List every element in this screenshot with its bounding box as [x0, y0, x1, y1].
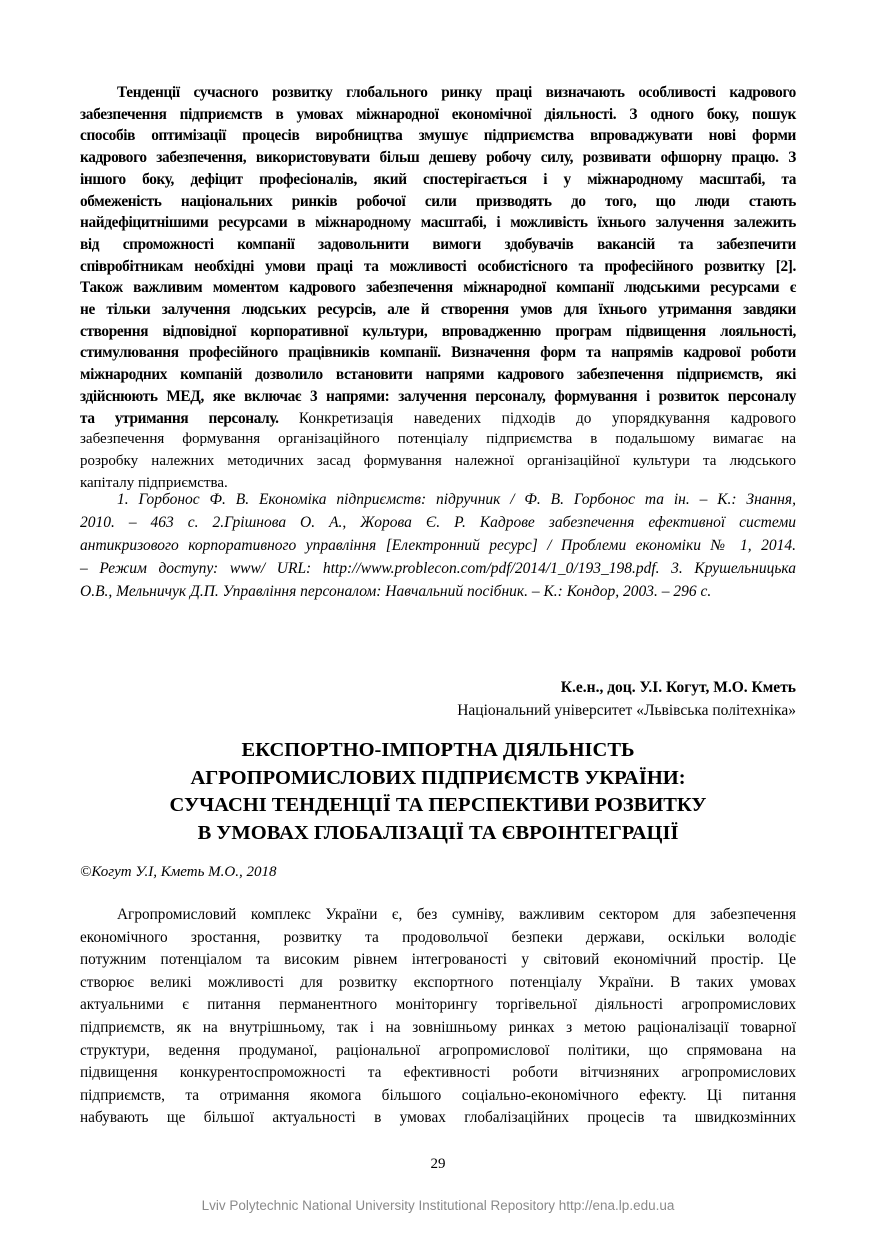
title-line: АГРОПРОМИСЛОВИХ ПІДПРИЄМСТВ УКРАЇНИ:	[190, 766, 686, 789]
text-line: забезпечення підприємств в умовах міжнародної економічної діяльності. З одного боку, пошук	[80, 105, 796, 123]
text-line: створює великі можливості для розвитку експортного потенціалу України. В таких умовах	[80, 973, 796, 991]
text-line: актуальними є питання перманентного моніторингу торгівельної діяльності агропромислових	[80, 996, 796, 1014]
title-line: СУЧАСНІ ТЕНДЕНЦІЇ ТА ПЕРСПЕКТИВИ РОЗВИТКУ	[169, 794, 707, 816]
text-line: створення відповідної корпоративної культури, впровадженню програм підвищення лояльності,	[80, 322, 796, 340]
text-line: забезпечення формування організаційного потенціалу підприємства в подальшому вимагає на	[80, 431, 796, 448]
reference-line: 2010. – 463 с. 2.Грішнова О. А., Жорова Є. Р. Кадрове забезпечення ефективної системи	[80, 514, 796, 531]
text-line: підвищення конкурентоспроможності та ефективності роботи вітчизняних агропромислових	[80, 1064, 796, 1082]
text-line: Агропромисловий комплекс України є, без сумніву, важливим сектором для забезпечення	[117, 906, 796, 923]
text-line: структури, ведення продуманої, раціональної агропромислової політики, що спрямована на	[80, 1041, 796, 1059]
text-line: розробку належних методичних засад формування належної організаційної культури та людського	[80, 452, 796, 469]
repository-footer: Lviv Polytechnic National University Institutional Repository http://ena.lp.edu.ua	[201, 1198, 675, 1213]
page-number: 29	[430, 1156, 446, 1172]
text-line: найдефіцитнішими ресурсами в міжнародному масштабі, і можливість їхнього залучення залежить	[80, 214, 796, 232]
bold-segment: та утримання персоналу.	[80, 409, 279, 427]
text-line: кадрового забезпечення, використовувати більш дешеву робочу силу, розвивати офшорну працю. З	[80, 149, 796, 167]
title-line: В УМОВАХ ГЛОБАЛІЗАЦІЇ ТА ЄВРОІНТЕГРАЦІЇ	[197, 821, 679, 844]
text-line: способів оптимізації процесів виробництва змушує підприємства впроваджувати нові форми	[80, 127, 796, 145]
reference-line: О.В., Мельничук Д.П. Управління персоналом: Навчальний посібник. – К.: Кондор, 2003. – 296 с.	[80, 583, 712, 600]
text-line: міжнародних компаній дозволило встановити напрями кадрового забезпечення підприємств, які	[80, 366, 796, 384]
text-line: підприємств, як на внутрішньому, так і на зовнішньому ринках з метою раціоналізації товарної	[80, 1019, 796, 1036]
title-line: ЕКСПОРТНО-ІМПОРТНА ДІЯЛЬНІСТЬ	[241, 739, 635, 761]
text-line: підприємств, та отримання якомога більшого соціально-економічного ефекту. Ці питання	[80, 1086, 796, 1104]
text-line: Тенденції сучасного розвитку глобального ринку праці визначають особливості кадрового	[117, 84, 796, 101]
text-line: стимулювання професійного працівників компанії. Визначення форм та напрямів кадрової роботи	[80, 344, 796, 362]
regular-segment: Конкретизація наведених підходів до упорядкування кадрового	[298, 409, 796, 427]
text-line: обмеженість національних ринків робочої сили призводять до того, що люди стають	[80, 192, 796, 210]
text-line: здійснюють МЕД, яке включає 3 напрями: залучення персоналу, формування і розвиток персоналу	[80, 387, 796, 405]
text-line: іншого боку, дефіцит професіоналів, який спостерігається і у міжнародному масштабі, та	[80, 170, 796, 188]
author-affiliation: Національний університет «Львівська політехніка»	[457, 702, 796, 719]
text-line: Також важливим моментом кадрового забезпечення міжнародної компанії людськими ресурсами є	[80, 279, 796, 297]
text-line: набувають ще більшої актуальності в умовах глобалізаційних процесів та швидкозмінних	[80, 1109, 796, 1127]
reference-line: антикризового корпоративного управління [Електронний ресурс] / Проблеми економіки № 1, 2014.	[80, 537, 796, 554]
text-line: капіталу підприємства.	[80, 474, 228, 491]
text-line: співробітникам необхідні умови праці та можливості особистісного та професійного розвитку [2].	[80, 257, 796, 275]
reference-line: 1. Горбонос Ф. В. Економіка підприємств: підручник / Ф. В. Горбонос та ін. – К.: Знання,	[117, 491, 796, 508]
text-line	[80, 410, 796, 428]
reference-line: – Режим доступу: www/ URL: http://www.problecon.com/pdf/2014/1_0/193_198.pdf. 3. Крушельницька	[80, 560, 796, 577]
text-line: не тільки залучення людських ресурсів, але й створення умов для їхнього утримання завдяки	[80, 301, 796, 318]
copyright-line: ©Когут У.І, Кметь М.О., 2018	[80, 864, 277, 880]
text-line: економічного зростання, розвитку та продовольчої безпеки держави, оскільки володіє	[80, 928, 796, 946]
article-authors: К.е.н., доц. У.І. Когут, М.О. Кметь	[560, 679, 796, 696]
text-line: від спроможності компанії задовольнити вимоги здобувачів вакансій та забезпечити	[80, 235, 796, 253]
text-line: потужним потенціалом та високим рівнем інтегрованості у світовий економічний простір. Це	[80, 951, 796, 969]
